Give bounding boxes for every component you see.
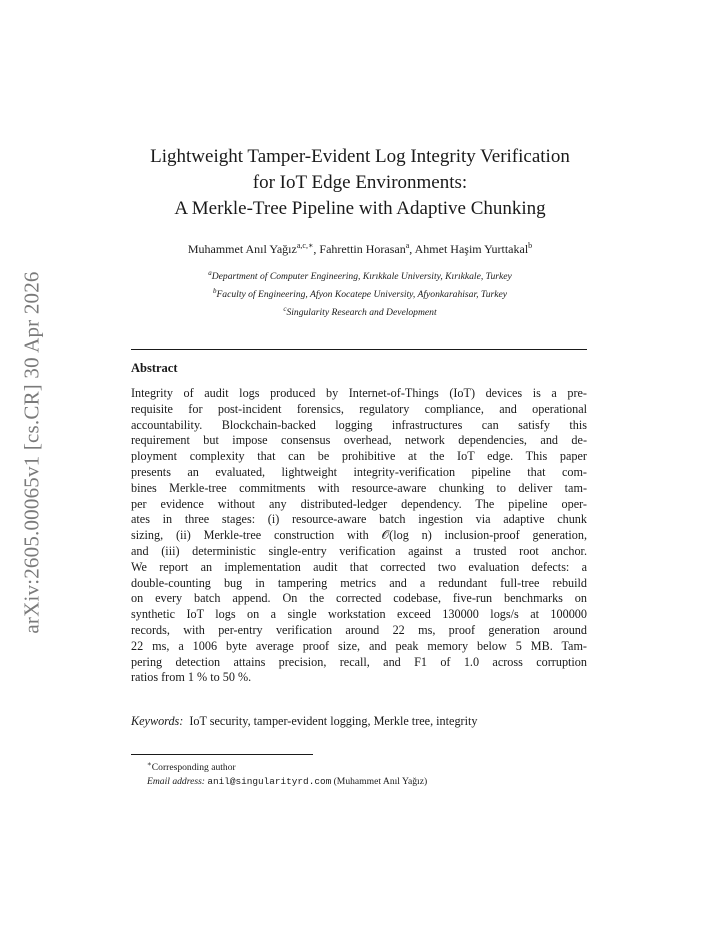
abstract-line: accountability. Blockchain-backed logging infrastructures can satisfy this: [131, 417, 587, 432]
abstract-line: bines Merkle-tree commitments with resource-aware chunking to deliver tam-: [131, 480, 587, 495]
author-affiliation-mark: a: [405, 241, 410, 250]
title-line-3: A Merkle-Tree Pipeline with Adaptive Chunking: [174, 198, 546, 219]
affiliation-mark: a: [208, 269, 212, 277]
footnotes: [147, 757, 427, 789]
abstract-line: records, with per-entry verification around 22 ms, proof generation around: [131, 622, 587, 637]
abstract-line: ates in three stages: (i) resource-aware batch ingestion via adaptive chunk: [131, 512, 587, 527]
author-name: Ahmet Haşim Yurttakal: [414, 242, 529, 256]
abstract-line: synthetic IoT logs on a single workstation exceed 130000 logs/s at 100000: [131, 607, 587, 622]
affiliation-mark: c: [283, 305, 287, 314]
keywords-text: IoT security, tamper-evident logging, Merkle tree, integrity: [189, 714, 478, 728]
affiliation-text: Department of Computer Engineering, Kırıkkale University, Kırıkkale, Turkey: [211, 271, 512, 283]
author-affiliation-mark: a,c,∗: [296, 241, 314, 250]
author-affiliation-mark: b: [528, 241, 533, 250]
abstract-line: ratios from 1 % to 50 %.: [131, 670, 252, 685]
abstract-line: per evidence without any distributed-ledger dependency. The pipeline oper-: [131, 496, 587, 511]
email-note: [147, 775, 427, 789]
arxiv-identifier: [4, 262, 60, 642]
affiliation-list: [100, 266, 620, 321]
affiliation: [100, 302, 620, 320]
corresponding-text: Corresponding author: [151, 762, 236, 774]
email-address[interactable]: anil@singularityrd.com: [207, 776, 332, 788]
abstract-line: sizing, (ii) Merkle-tree construction with 𝒪(log n) inclusion-proof generation,: [131, 528, 587, 543]
author-name: Muhammet Anıl Yağız: [187, 242, 297, 256]
email-owner: (Muhammet Anıl Yağız): [333, 776, 428, 788]
affiliation-text: Faculty of Engineering, Afyon Kocatepe University, Afyonkarahisar, Turkey: [216, 289, 508, 301]
arxiv-identifier-text: arXiv:2605.00065v1 [cs.CR] 30 Apr 2026: [19, 270, 44, 634]
abstract-line: ployment complexity that can be prohibitive at the IoT edge. This paper: [131, 449, 587, 464]
paper-title: [100, 144, 620, 222]
footnote-rule: [131, 754, 313, 755]
author-name: Fahrettin Horasan: [319, 242, 406, 256]
abstract-line: 22 ms, a 1006 byte average proof size, and peak memory below 5 MB. Tam-: [131, 638, 587, 653]
title-line-1: Lightweight Tamper-Evident Log Integrity Verification: [150, 146, 570, 167]
abstract-heading: Abstract: [131, 361, 178, 375]
corresponding-mark: ∗: [147, 760, 152, 768]
title-line-2: for IoT Edge Environments:: [252, 172, 468, 193]
abstract-body: [131, 386, 587, 686]
keywords-label: Keywords:: [131, 714, 184, 728]
abstract-line: presents an evaluated, lightweight integrity-verification pipeline that com-: [131, 464, 587, 479]
author-list: Muhammet Anıl Yağız$^{a,c,∗}$, Fahrettin Horasan$^a$, Ahmet Haşim Yurttakal$^b$: [187, 241, 533, 256]
abstract-line: pering detection attains precision, recall, and F1 of 1.0 across corruption: [131, 654, 587, 669]
affiliation: [100, 266, 620, 284]
corresponding-author-note: [147, 757, 427, 775]
abstract-line: and (iii) deterministic single-entry verification against a trusted root anchor.: [131, 543, 587, 558]
email-label: Email address:: [147, 776, 206, 788]
abstract-top-rule: [131, 349, 587, 350]
abstract-line: double-counting bug in tampering metrics and a redundant full-tree rebuild: [131, 575, 587, 590]
abstract-line: requirement but impose consensus overhead, network dependencies, and de-: [131, 433, 587, 448]
affiliation-mark: b: [212, 287, 217, 296]
affiliation: [100, 284, 620, 302]
abstract-line: requisite for post-incident forensics, regulatory compliance, and operational: [131, 401, 587, 416]
abstract-line: on every batch append. On the corrected codebase, five-run benchmarks on: [131, 591, 587, 606]
affiliation-text: Singularity Research and Development: [286, 307, 437, 319]
abstract-line: We report an implementation audit that corrected two evaluation defects: a: [131, 559, 587, 574]
keywords: [131, 714, 477, 729]
abstract-line: Integrity of audit logs produced by Internet-of-Things (IoT) devices is a pre-: [131, 386, 587, 400]
